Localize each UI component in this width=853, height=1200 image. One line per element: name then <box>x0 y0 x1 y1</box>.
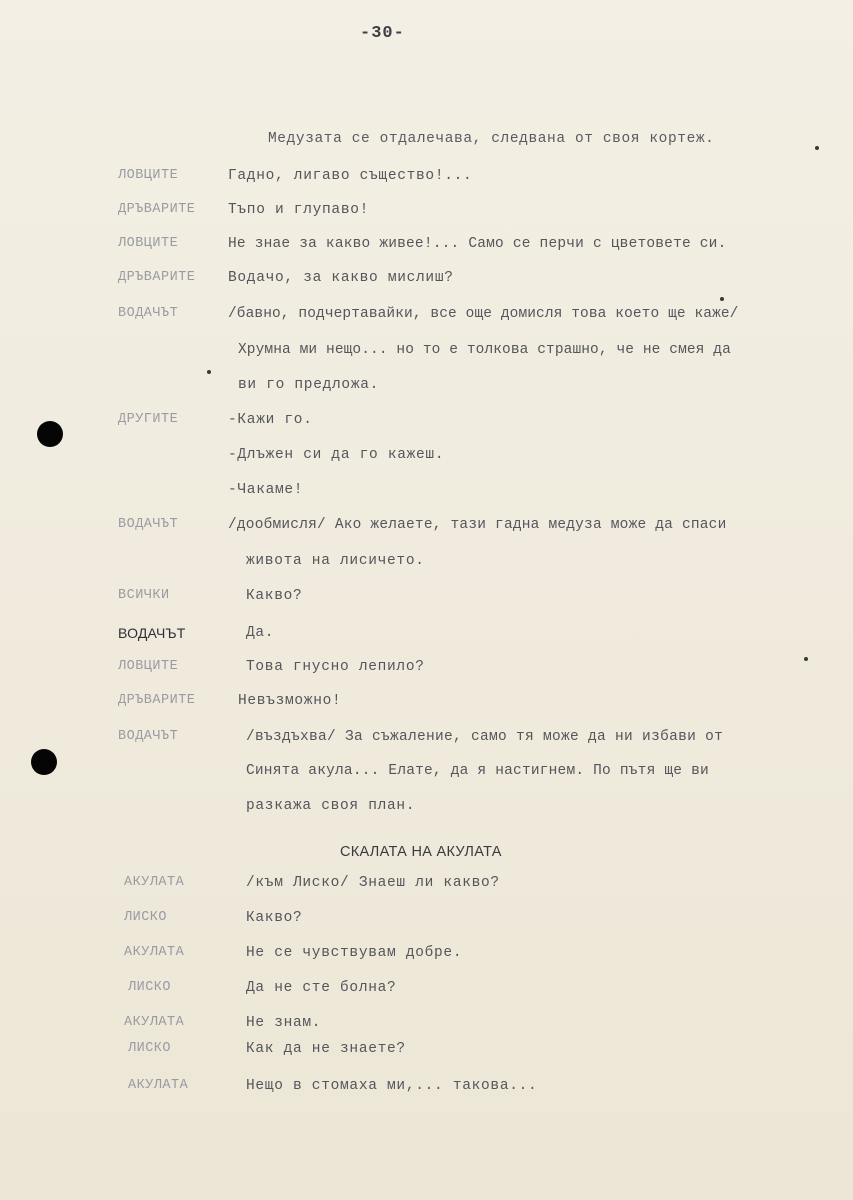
speech-text: Как да не знаете? <box>246 1041 406 1057</box>
dialogue-line <box>0 412 853 434</box>
speaker-name: ВОДАЧЪТ <box>118 306 179 321</box>
dialogue-line <box>0 342 853 364</box>
ink-speck <box>815 146 819 150</box>
dialogue-line <box>0 482 853 504</box>
speech-text: Не знам. <box>246 1015 322 1031</box>
speech-text: Водачо, за какво мислиш? <box>228 270 454 286</box>
dialogue-line <box>0 447 853 469</box>
page-number: -30- <box>360 24 405 43</box>
speech-text: Хрумна ми нещо... но то е толкова страшно, че не смея да <box>238 342 731 358</box>
scene-heading: СКАЛАТА НА АКУЛАТА <box>340 844 502 860</box>
punch-hole <box>37 421 63 447</box>
speech-text: /въздъхва/ За съжаление, само тя може да ни избави от <box>246 729 724 745</box>
speaker-name: АКУЛАТА <box>124 875 185 890</box>
speech-text: -Длъжен си да го кажеш. <box>228 447 445 463</box>
stage-direction: Медузата се отдалечава, следвана от своя кортеж. <box>268 131 715 147</box>
dialogue-line <box>0 729 853 751</box>
speech-text: Невъзможно! <box>238 693 342 709</box>
punch-hole <box>31 749 57 775</box>
dialogue-line <box>0 659 853 681</box>
speech-text: Какво? <box>246 910 303 926</box>
speaker-name: ВОДАЧЪТ <box>118 729 179 744</box>
speech-text: -Чакаме! <box>228 482 304 498</box>
dialogue-line <box>0 202 853 224</box>
dialogue-line <box>0 625 853 647</box>
speech-text: Тъпо и глупаво! <box>228 202 370 218</box>
dialogue-line <box>0 517 853 539</box>
dialogue-line <box>0 798 853 820</box>
speaker-name: ВОДАЧЪТ <box>118 517 179 532</box>
speaker-name: ВСИЧКИ <box>118 588 170 603</box>
speaker-name: ЛОВЦИТЕ <box>118 659 179 674</box>
speaker-name: ДРЪВАРИТЕ <box>118 202 196 217</box>
speaker-name: ЛИСКО <box>128 980 172 995</box>
speaker-name: ЛИСКО <box>124 910 168 925</box>
speech-text: Да не сте болна? <box>246 980 397 996</box>
speech-text: живота на лисичето. <box>246 553 425 569</box>
dialogue-line <box>0 306 853 328</box>
dialogue-line <box>0 588 853 610</box>
speaker-name: АКУЛАТА <box>128 1078 189 1093</box>
speaker-name: АКУЛАТА <box>124 945 185 960</box>
speaker-name: ДРЪВАРИТЕ <box>118 270 196 285</box>
ink-speck <box>207 370 211 374</box>
dialogue-line <box>0 763 853 785</box>
ink-speck <box>804 657 808 661</box>
speech-text: -Кажи го. <box>228 412 313 428</box>
speaker-name: АКУЛАТА <box>124 1015 185 1030</box>
dialogue-line <box>0 377 853 399</box>
speech-text: Нещо в стомаха ми,... такова... <box>246 1078 538 1094</box>
ink-speck <box>720 297 724 301</box>
speech-text: Синята акула... Елате, да я настигнем. По пътя ще ви <box>246 763 709 779</box>
dialogue-line <box>0 1078 853 1100</box>
dialogue-line <box>0 236 853 258</box>
speaker-name: ДРЪВАРИТЕ <box>118 693 196 708</box>
speaker-name: ВОДАЧЪТ <box>118 625 186 641</box>
speaker-name: ЛИСКО <box>128 1041 172 1056</box>
speaker-name: ДРУГИТЕ <box>118 412 179 427</box>
speech-text: разкажа своя план. <box>246 798 416 814</box>
speech-text: Да. <box>246 625 275 641</box>
speech-text: Гадно, лигаво същество!... <box>228 168 473 184</box>
dialogue-line <box>0 270 853 292</box>
dialogue-line <box>0 945 853 967</box>
speech-text: /към Лиско/ Знаеш ли какво? <box>246 875 500 891</box>
speech-text: Не се чувствувам добре. <box>246 945 463 961</box>
dialogue-line <box>0 1015 853 1037</box>
speech-text: ви го предложа. <box>238 377 380 393</box>
dialogue-line <box>0 693 853 715</box>
dialogue-line <box>0 1041 853 1063</box>
speech-text: Не знае за какво живее!... Само се перчи с цветовете си. <box>228 236 727 252</box>
dialogue-line <box>0 980 853 1002</box>
speech-text: /бавно, подчертавайки, все още домисля това което ще каже/ <box>228 306 739 322</box>
dialogue-line <box>0 168 853 190</box>
speaker-name: ЛОВЦИТЕ <box>118 236 179 251</box>
dialogue-line <box>0 910 853 932</box>
speech-text: /дообмисля/ Ако желаете, тази гадна медуза може да спаси <box>228 517 727 533</box>
speech-text: Какво? <box>246 588 303 604</box>
dialogue-line <box>0 875 853 897</box>
speaker-name: ЛОВЦИТЕ <box>118 168 179 183</box>
speech-text: Това гнусно лепило? <box>246 659 425 675</box>
dialogue-line <box>0 553 853 575</box>
